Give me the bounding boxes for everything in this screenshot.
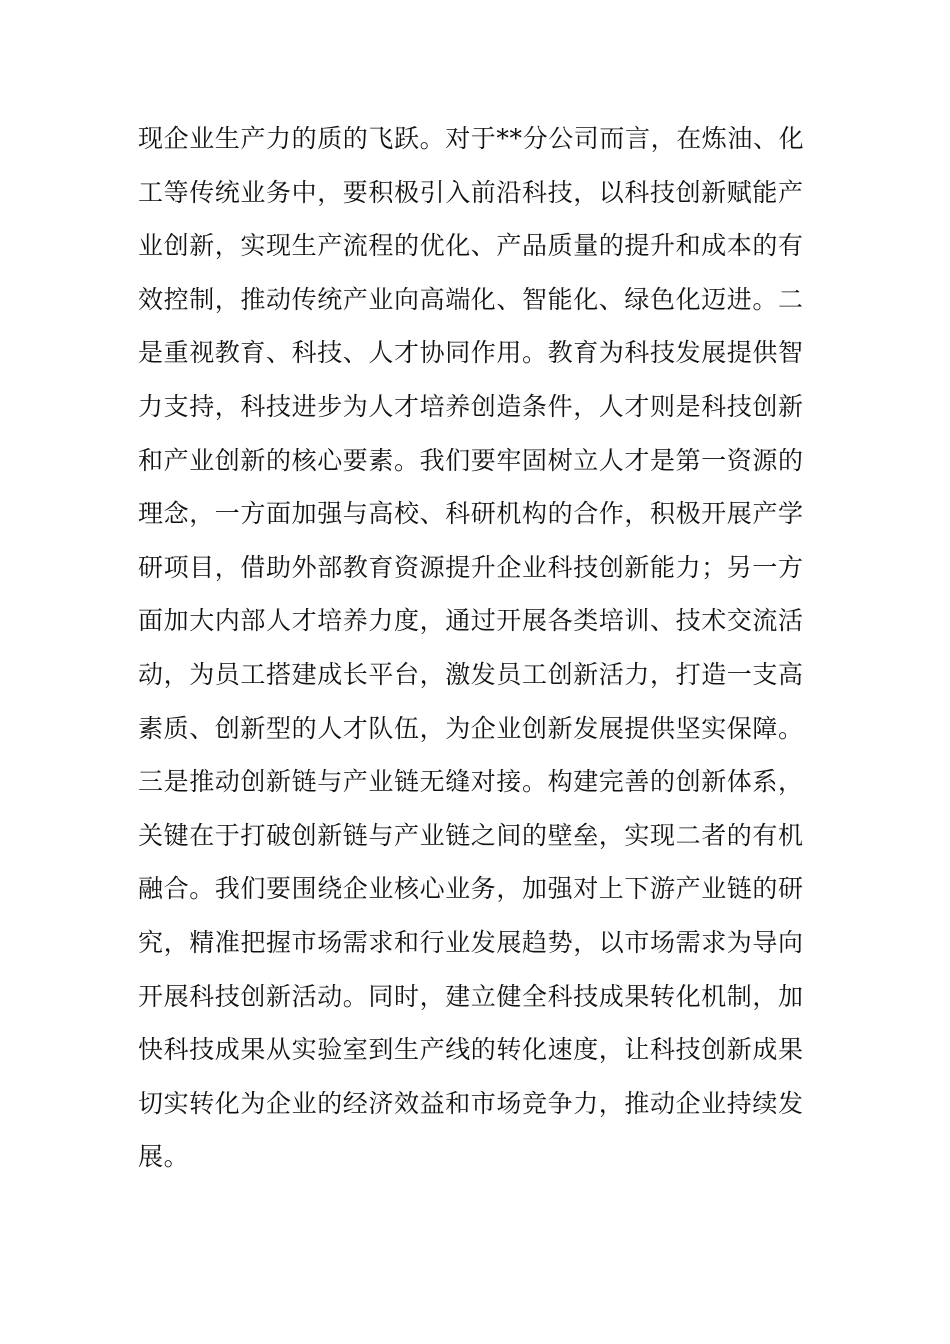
- text-line: 工等传统业务中，要积极引入前沿科技，以科技创新赋能产: [138, 177, 804, 207]
- text-line: 力支持，科技进步为人才培养创造条件，人才则是科技创新: [138, 391, 804, 421]
- text-line: 素质、创新型的人才队伍，为企业创新发展提供坚实保障。: [138, 713, 804, 743]
- text-line: 展。: [138, 1142, 190, 1172]
- text-line: 究，精准把握市场需求和行业发展趋势，以市场需求为导向: [138, 927, 804, 957]
- text-line: 融合。我们要围绕企业核心业务，加强对上下游产业链的研: [138, 874, 804, 904]
- text-line: 和产业创新的核心要素。我们要牢固树立人才是第一资源的: [138, 445, 804, 475]
- text-line: 三是推动创新链与产业链无缝对接。构建完善的创新体系，: [138, 767, 804, 797]
- text-line: 快科技成果从实验室到生产线的转化速度，让科技创新成果: [138, 1035, 804, 1065]
- text-line: 切实转化为企业的经济效益和市场竞争力，推动企业持续发: [138, 1088, 804, 1118]
- text-line: 开展科技创新活动。同时，建立健全科技成果转化机制，加: [138, 981, 804, 1011]
- text-line: 业创新，实现生产流程的优化、产品质量的提升和成本的有: [138, 231, 804, 261]
- text-line: 现企业生产力的质的飞跃。对于**分公司而言，在炼油、化: [138, 124, 805, 153]
- body-paragraph: [138, 112, 818, 1184]
- text-line: 是重视教育、科技、人才协同作用。教育为科技发展提供智: [138, 338, 804, 368]
- text-line: 效控制，推动传统产业向高端化、智能化、绿色化迈进。二: [138, 284, 804, 314]
- text-line: 面加大内部人才培养力度，通过开展各类培训、技术交流活: [138, 606, 804, 636]
- text-line: 关键在于打破创新链与产业链之间的壁垒，实现二者的有机: [138, 820, 804, 850]
- text-line: 动，为员工搭建成长平台，激发员工创新活力，打造一支高: [138, 659, 804, 689]
- text-line: 理念，一方面加强与高校、科研机构的合作，积极开展产学: [138, 499, 804, 529]
- text-line: 研项目，借助外部教育资源提升企业科技创新能力；另一方: [138, 552, 804, 582]
